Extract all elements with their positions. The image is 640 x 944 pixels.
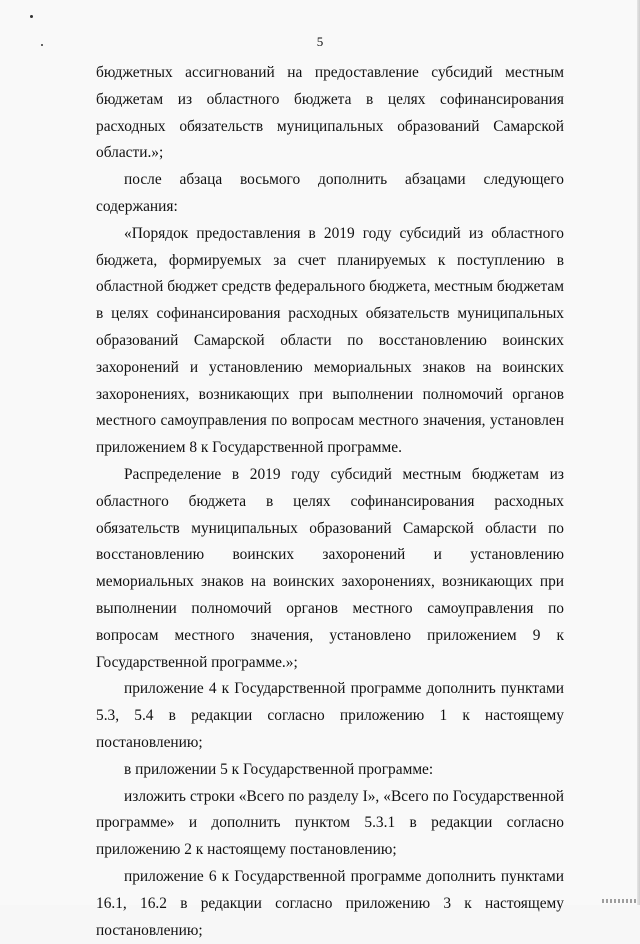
paragraph: приложение 4 к Государственной программе дополнить пунктами 5.3, 5.4 в редакции согласно приложению 1 к настоящему постановлению; [96,680,564,751]
paragraph: после абзаца восьмого дополнить абзацами следующего содержания: [96,171,564,215]
scan-artifact [602,899,636,903]
paragraph: бюджетных ассигнований на предоставление субсидий местным бюджетам из областного бюджета в целях софинансирования расходных обязательств муниципальных образований Самарской области.»; [96,64,564,162]
page-number: 5 [316,34,324,49]
scan-speck [30,15,33,18]
paragraph: приложение 6 к Государственной программе дополнить пунктами 16.1, 16.2 в редакции согласно приложению 3 к настоящему постановлению; [96,867,564,939]
paragraph: Распределение в 2019 году субсидий местным бюджетам из областного бюджета в целях софинансирования расходных обязательств муниципальных образований Самарской области по восстановлению воинских захоронений и установлению мемориальных знаков на воинских захоронениях, возникающих при выполнении полномочий органов местного самоуправления по вопросам местного значения, установлено приложением 9 к Государственной программе.»; [96,465,564,671]
document-body [96,60,564,944]
paragraph: «Порядок предоставления в 2019 году субсидий из областного бюджета, формируемых за счет планируемых к поступлению в областной бюджет средств федерального бюджета, местным бюджетам в целях софинансирования расходных обязательств муниципальных образований Самарской области по восстановлению воинских захоронений и установлению мемориальных знаков на воинских захоронениях, возникающих при выполнении полномочий органов местного самоуправления по вопросам местного значения, установлен приложением 8 к Государственной программе. [96,224,564,457]
paragraph: изложить строки «Всего по разделу I», «Всего по Государственной программе» и дополнить пунктом 5.3.1 в редакции согласно приложению 2 к настоящему постановлению; [96,787,564,859]
paragraph: в приложении 5 к Государственной программе: [124,760,434,778]
